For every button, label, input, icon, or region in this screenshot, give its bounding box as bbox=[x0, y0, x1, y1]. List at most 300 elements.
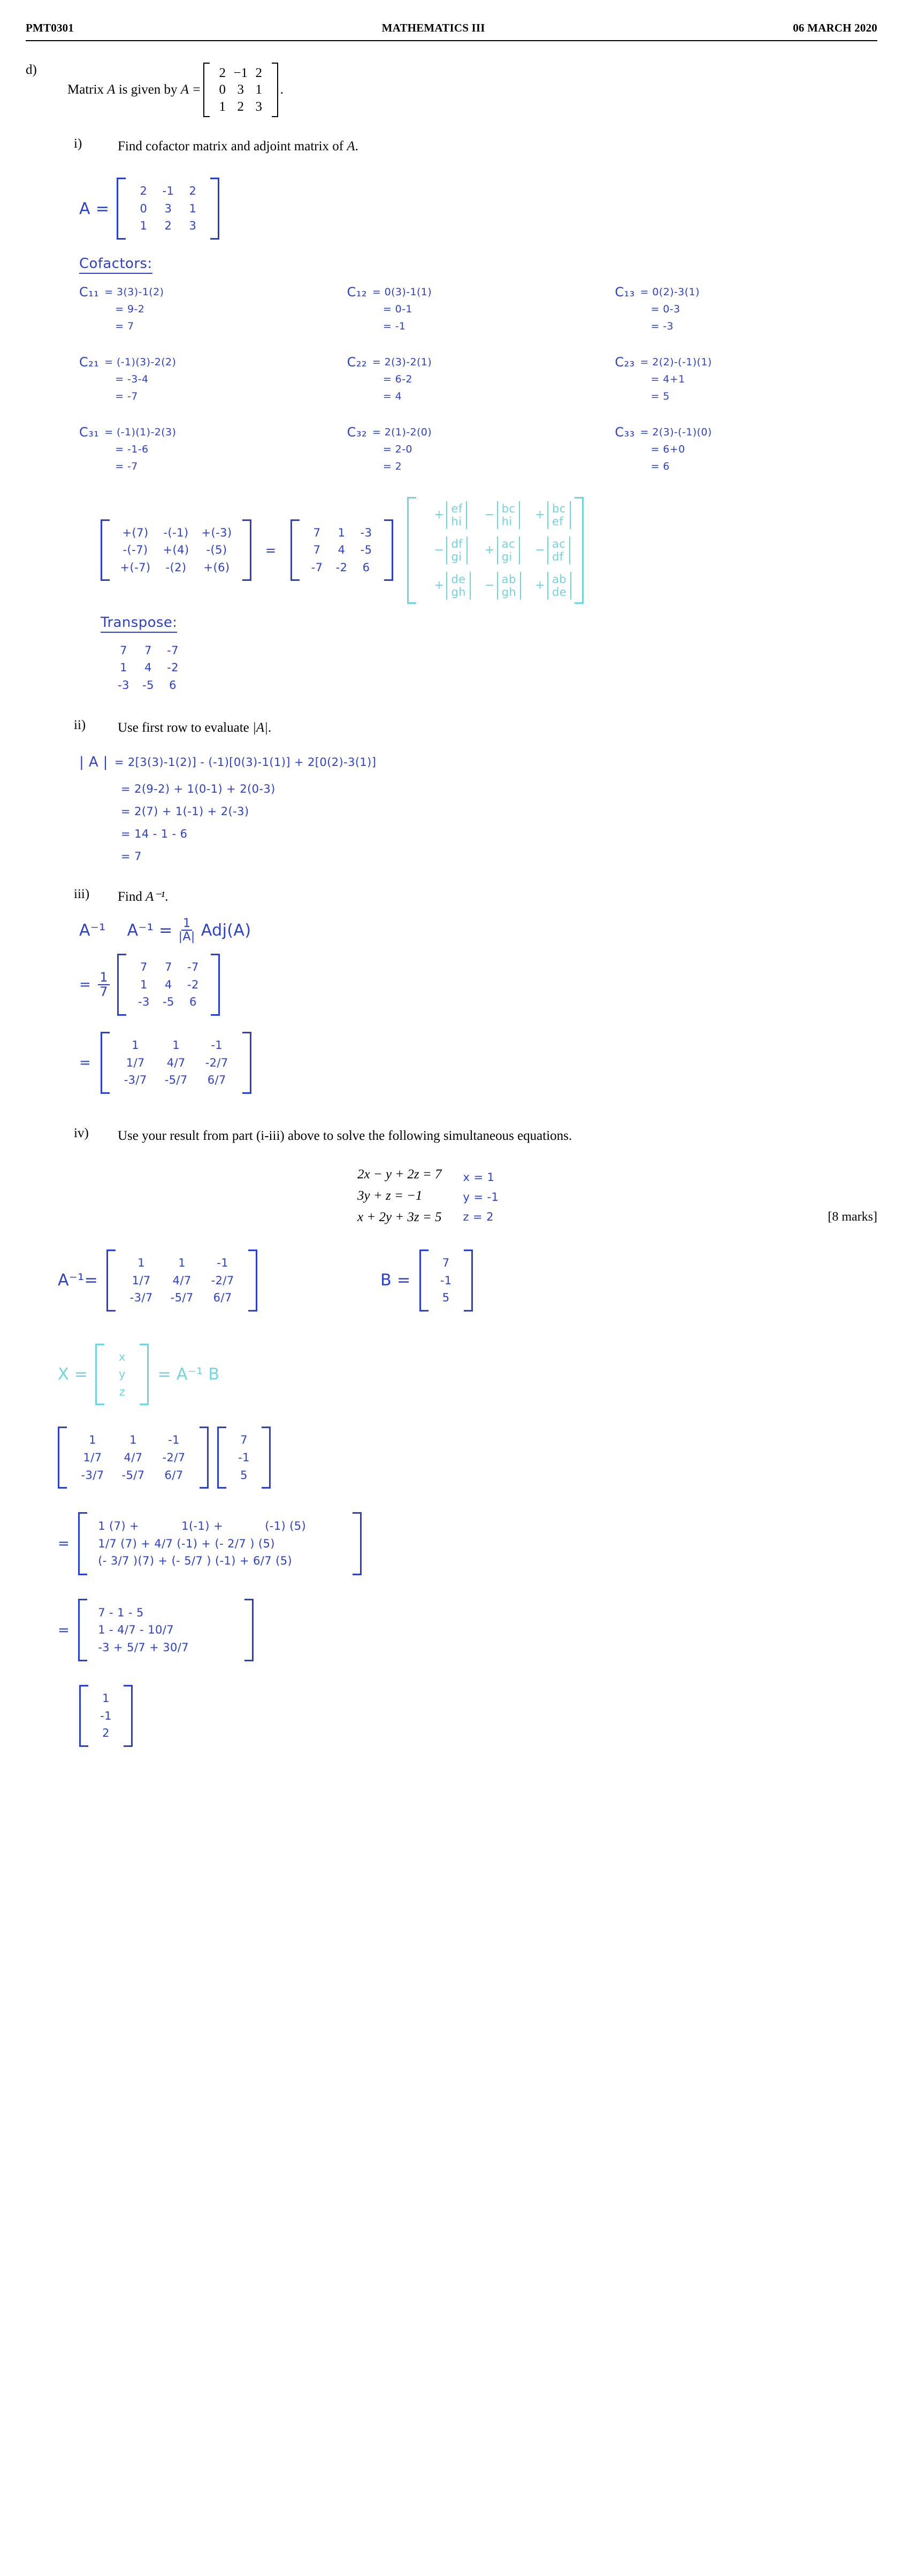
bracket-right-icon bbox=[248, 1249, 257, 1312]
cofactor-item bbox=[615, 354, 877, 405]
inverse-formula-suffix: Adj(A) bbox=[201, 921, 251, 940]
product-term: 1(-1) + bbox=[181, 1520, 223, 1533]
bracket-right-icon bbox=[244, 1599, 254, 1662]
part-i-text-var: A bbox=[347, 139, 355, 154]
fraction-numerator: 1 bbox=[98, 971, 110, 985]
bracket-left-icon bbox=[203, 63, 210, 117]
matrix-cell: 1 bbox=[255, 82, 262, 97]
bracket-left-icon bbox=[58, 1427, 67, 1489]
part-ii-label: ii) bbox=[74, 718, 86, 733]
cofactor-line: = 2 bbox=[382, 461, 402, 473]
legend-entry: b bbox=[508, 572, 516, 586]
matrix-cell: -(2) bbox=[165, 561, 187, 574]
matrix-cell: z bbox=[119, 1385, 126, 1398]
legend-entry: b bbox=[552, 502, 560, 515]
cofactor-line: = 3(3)-1(2) bbox=[104, 286, 164, 298]
matrix-cell: 6/7 bbox=[164, 1468, 183, 1482]
simultaneous-equations bbox=[357, 1164, 442, 1228]
matrix-cell: -3/7 bbox=[124, 1074, 147, 1087]
cofactor-item bbox=[615, 283, 877, 335]
cofactors-heading: Cofactors: bbox=[79, 256, 152, 274]
cofactor-name: C₁₃ bbox=[615, 284, 635, 300]
matrix-cell: -(5) bbox=[206, 543, 227, 557]
cofactor-item bbox=[347, 354, 610, 405]
legend-entry: c bbox=[508, 537, 515, 550]
cofactor-matrix-row bbox=[101, 497, 877, 604]
cofactor-line: = 0(2)-3(1) bbox=[640, 286, 700, 298]
part-i bbox=[74, 136, 877, 157]
matrix-cell: 1 bbox=[140, 978, 148, 991]
legend-entry: h bbox=[509, 585, 517, 599]
simultaneous-equations-row bbox=[26, 1164, 877, 1228]
inverse-matrix bbox=[101, 1032, 251, 1094]
matrix-cell: 0 bbox=[140, 202, 148, 215]
cofactor-line: = 6+0 bbox=[651, 443, 685, 455]
handwritten-matrix-a-block bbox=[79, 178, 877, 240]
legend-entry: f bbox=[559, 515, 564, 528]
bracket-left-icon bbox=[407, 497, 416, 604]
part-i-label: i) bbox=[74, 136, 82, 151]
legend-cell bbox=[535, 536, 571, 564]
part-ii-text-var: |A| bbox=[252, 720, 269, 735]
bracket-right-icon bbox=[384, 519, 393, 581]
bracket-right-icon bbox=[464, 1249, 473, 1312]
legend-cell bbox=[535, 572, 571, 600]
matrix-cell: 6 bbox=[189, 995, 197, 1009]
x-vector bbox=[95, 1344, 149, 1406]
equation-line: 2x − y + 2z = 7 bbox=[357, 1167, 442, 1182]
legend-entry: d bbox=[451, 572, 459, 586]
legend-sign: + bbox=[434, 508, 445, 522]
legend-entry: f bbox=[559, 550, 564, 563]
part-iv-text: Use your result from part (i-iii) above to solve the following simultaneous equations. bbox=[118, 1128, 572, 1143]
b-matrix-2 bbox=[217, 1427, 271, 1489]
legend-cell bbox=[485, 536, 521, 564]
ainv-label: A⁻¹= bbox=[58, 1271, 98, 1290]
simplified-matrix bbox=[78, 1599, 254, 1662]
bracket-right-icon bbox=[575, 497, 584, 604]
question-text-end: . bbox=[280, 82, 284, 97]
part-iv bbox=[74, 1126, 877, 1146]
matrix-cell: 4 bbox=[144, 661, 152, 674]
legend-sign: − bbox=[484, 579, 495, 593]
matrix-cell: 2 bbox=[255, 66, 262, 80]
matrix-cell: 5 bbox=[240, 1468, 248, 1482]
matrix-cell: -1 bbox=[217, 1256, 228, 1270]
matrix-cell: 1 bbox=[132, 1039, 140, 1052]
bracket-left-icon bbox=[78, 1512, 87, 1575]
solution-line: y = -1 bbox=[463, 1190, 499, 1203]
legend-entry: g bbox=[451, 550, 459, 563]
cofactor-line: = 9-2 bbox=[115, 303, 145, 316]
legend-entry: i bbox=[458, 515, 462, 528]
bracket-right-icon bbox=[200, 1427, 209, 1489]
matrix-cell: 7 bbox=[240, 1433, 248, 1447]
adjoint-matrix bbox=[117, 954, 220, 1016]
matrix-cell: -3 bbox=[118, 678, 129, 692]
x-equals-ainv-b: = A⁻¹ B bbox=[157, 1365, 220, 1384]
bracket-right-icon bbox=[262, 1427, 271, 1489]
cofactor-item bbox=[347, 424, 610, 476]
bracket-left-icon bbox=[117, 178, 126, 240]
determinant-working bbox=[79, 754, 877, 868]
bracket-right-icon bbox=[272, 63, 278, 117]
header-date: 06 MARCH 2020 bbox=[793, 21, 877, 34]
bracket-left-icon bbox=[117, 954, 126, 1016]
legend-entry: i bbox=[509, 550, 512, 563]
legend-entry: d bbox=[552, 585, 560, 599]
cofactor-name: C₁₁ bbox=[79, 284, 100, 300]
cofactor-line: = 4 bbox=[382, 390, 402, 403]
legend-cell bbox=[535, 501, 571, 529]
product-term: (- 3/7 )(7) + (- 5/7 ) (-1) + 6/7 (5) bbox=[98, 1554, 293, 1568]
bracket-right-icon bbox=[242, 519, 251, 581]
transpose-matrix bbox=[106, 637, 190, 699]
bracket-right-icon bbox=[353, 1512, 362, 1575]
bracket-right-icon bbox=[210, 178, 219, 240]
matrix-cell: 4 bbox=[164, 978, 172, 991]
page-header bbox=[26, 21, 877, 41]
cofactor-line: = -7 bbox=[115, 390, 138, 403]
handwritten-a-label: A = bbox=[79, 199, 110, 218]
exam-page bbox=[0, 21, 903, 2576]
legend-entry: e bbox=[458, 572, 466, 586]
matrix-cell: -3/7 bbox=[129, 1291, 153, 1305]
matrix-cell: -1 bbox=[238, 1451, 250, 1464]
part-i-text-pre: Find cofactor matrix and adjoint matrix of bbox=[118, 139, 347, 154]
part-i-text-end: . bbox=[355, 139, 358, 154]
matrix-cell: 2 bbox=[219, 66, 226, 80]
matrix-cell: -2/7 bbox=[205, 1056, 228, 1069]
legend-cell bbox=[434, 536, 471, 564]
cofactor-line: = (-1)(3)-2(2) bbox=[104, 356, 177, 368]
simplify-term: 7 - 1 - 5 bbox=[98, 1606, 144, 1619]
matrix-cell: 7 bbox=[120, 643, 127, 657]
cofactor-line: = 6-2 bbox=[382, 373, 412, 386]
cofactor-item bbox=[347, 283, 610, 335]
bracket-right-icon bbox=[124, 1685, 133, 1747]
header-code: PMT0301 bbox=[26, 21, 74, 34]
part-iii-text bbox=[118, 887, 168, 907]
matrix-cell: 1/7 bbox=[83, 1451, 102, 1464]
matrix-cell: -2 bbox=[335, 561, 348, 574]
legend-sign: + bbox=[535, 579, 545, 593]
bracket-left-icon bbox=[79, 1685, 88, 1747]
matrix-cell: 1 bbox=[137, 1256, 145, 1270]
part-iii-label: iii) bbox=[74, 886, 90, 901]
cofactor-line: = 5 bbox=[651, 390, 670, 403]
matrix-cell: 7 bbox=[313, 543, 321, 557]
matrix-cell: -7 bbox=[311, 561, 323, 574]
matrix-cell: -2/7 bbox=[211, 1274, 234, 1287]
bracket-left-icon bbox=[95, 1344, 104, 1406]
x-label: X = bbox=[58, 1365, 88, 1384]
solution-line: z = 2 bbox=[463, 1210, 494, 1223]
matrix-cell: 1 bbox=[140, 219, 148, 233]
printed-matrix-a bbox=[203, 63, 278, 117]
matrix-cell: +(6) bbox=[203, 561, 230, 574]
equals-sign: = bbox=[79, 1054, 91, 1071]
legend-entry: e bbox=[451, 502, 458, 515]
cofactor-name: C₂₂ bbox=[347, 354, 367, 370]
inverse-formula-prefix: A⁻¹ = bbox=[127, 921, 173, 940]
legend-entry: i bbox=[458, 550, 462, 563]
legend-entry: c bbox=[559, 502, 566, 515]
fraction-numerator: 1 bbox=[181, 917, 192, 931]
legend-sign: + bbox=[535, 508, 545, 522]
matrix-cell: -(-7) bbox=[123, 543, 148, 557]
matrix-cell: 2 bbox=[140, 185, 148, 198]
determinant-expression: = 2[3(3)-1(2)] - (-1)[0(3)-1(1)] + 2[0(2)-3(1)] bbox=[114, 755, 377, 769]
legend-entry: f bbox=[458, 537, 463, 550]
transpose-heading: Transpose: bbox=[101, 615, 177, 633]
ainv-matrix bbox=[106, 1249, 257, 1312]
inverse-label: A⁻¹ bbox=[79, 921, 106, 940]
matrix-cell: 1 bbox=[219, 99, 226, 114]
product-term: (-1) (5) bbox=[265, 1520, 307, 1533]
marks-label: [8 marks] bbox=[828, 1210, 877, 1224]
part-iii-text-end: . bbox=[165, 889, 169, 904]
product-expanded-row bbox=[58, 1512, 877, 1575]
cofactor-sign-legend bbox=[407, 497, 584, 604]
determinant-line: = 7 bbox=[121, 849, 142, 863]
bracket-right-icon bbox=[140, 1344, 149, 1406]
matrix-cell: -1 bbox=[100, 1709, 112, 1722]
legend-entry: i bbox=[509, 515, 512, 528]
question-matrix-eq: A = bbox=[180, 82, 201, 97]
cofactors-heading-wrap bbox=[79, 256, 877, 274]
matrix-cell: −1 bbox=[233, 66, 248, 80]
part-iii-text-pre: Find bbox=[118, 889, 146, 904]
matrix-cell: -1 bbox=[168, 1433, 180, 1447]
cofactor-line: = 2(3)-2(1) bbox=[372, 356, 432, 368]
matrix-cell: 6/7 bbox=[213, 1291, 232, 1305]
cofactor-line: = -3-4 bbox=[115, 373, 149, 386]
product-matrix bbox=[78, 1512, 362, 1575]
part-ii bbox=[74, 718, 877, 738]
legend-entry: a bbox=[501, 537, 509, 550]
cofactor-name: C₂₁ bbox=[79, 354, 100, 370]
determinant-line: = 2(9-2) + 1(0-1) + 2(0-3) bbox=[121, 782, 276, 795]
determinant-line-1 bbox=[79, 754, 877, 770]
equals-sign: = bbox=[58, 1535, 70, 1552]
legend-sign: − bbox=[434, 543, 445, 557]
legend-cell bbox=[485, 572, 521, 600]
matrix-cell: +(-7) bbox=[120, 561, 151, 574]
matrix-cell: 6 bbox=[169, 678, 177, 692]
ainv-b-row bbox=[58, 1249, 877, 1312]
simplified-row bbox=[58, 1599, 877, 1662]
matrix-cell: 2 bbox=[237, 99, 244, 114]
matrix-cell: 7 bbox=[313, 526, 321, 539]
cofactor-matrix bbox=[290, 519, 393, 581]
cofactor-line: = 2(1)-2(0) bbox=[372, 426, 432, 438]
matrix-cell: 3 bbox=[164, 202, 172, 215]
matrix-cell: -1 bbox=[440, 1274, 452, 1287]
determinant-title: | A | bbox=[79, 754, 108, 770]
matrix-cell: 4 bbox=[338, 543, 346, 557]
equals-sign: = bbox=[58, 1622, 70, 1638]
cofactor-line: = 4+1 bbox=[651, 373, 685, 386]
matrix-cell: 1 bbox=[89, 1433, 96, 1447]
matrix-cell: 5 bbox=[442, 1291, 450, 1305]
legend-entry: h bbox=[501, 515, 509, 528]
matrix-cell: +(7) bbox=[122, 526, 149, 539]
part-ii-text bbox=[118, 718, 271, 738]
matrix-cell: -7 bbox=[167, 643, 179, 657]
part-ii-text-end: . bbox=[268, 720, 272, 735]
bracket-left-icon bbox=[78, 1599, 87, 1662]
inverse-result-row bbox=[79, 1032, 877, 1094]
final-answer-matrix bbox=[79, 1685, 133, 1747]
matrix-cell: 7 bbox=[144, 643, 152, 657]
part-iii bbox=[74, 887, 877, 907]
determinant-line: = 14 - 1 - 6 bbox=[121, 827, 188, 840]
cofactor-item bbox=[79, 424, 342, 476]
cofactor-line: = 0(3)-1(1) bbox=[372, 286, 432, 298]
legend-entry: c bbox=[509, 502, 516, 515]
matrix-cell: -(-1) bbox=[163, 526, 189, 539]
question-statement bbox=[67, 63, 284, 117]
matrix-cell: 6/7 bbox=[207, 1074, 226, 1087]
cofactor-line: = -1 bbox=[382, 320, 406, 333]
legend-entry: d bbox=[552, 550, 560, 563]
matrix-cell: -2 bbox=[187, 978, 199, 991]
legend-cell bbox=[434, 572, 471, 600]
matrix-cell: 7 bbox=[164, 961, 172, 974]
matrix-cell: 4/7 bbox=[124, 1451, 143, 1464]
matrix-cell: -3/7 bbox=[81, 1468, 104, 1482]
legend-entry: b bbox=[559, 572, 567, 586]
legend-entry: a bbox=[552, 572, 560, 586]
bracket-right-icon bbox=[211, 954, 220, 1016]
bracket-left-icon bbox=[290, 519, 300, 581]
matrix-cell: 0 bbox=[219, 82, 226, 97]
bracket-left-icon bbox=[101, 519, 110, 581]
cofactor-line: = (-1)(1)-2(3) bbox=[104, 426, 177, 438]
simplify-term: 1 - 4/7 - 10/7 bbox=[98, 1623, 174, 1637]
matrix-cell: 7 bbox=[442, 1256, 450, 1270]
cofactor-line: = 7 bbox=[115, 320, 134, 333]
legend-entry: f bbox=[458, 502, 463, 515]
matrix-cell: -5 bbox=[360, 543, 372, 557]
page-body bbox=[26, 63, 877, 1790]
matrix-cell: 1 bbox=[189, 202, 197, 215]
fraction-denominator: 7 bbox=[100, 984, 108, 1000]
matrix-cell: 3 bbox=[255, 99, 262, 114]
matrix-cell: 1 bbox=[129, 1433, 137, 1447]
matrix-cell: 1 bbox=[172, 1039, 180, 1052]
cofactor-line: = 0-1 bbox=[382, 303, 412, 316]
final-answer-row bbox=[79, 1685, 877, 1790]
matrix-cell: 1/7 bbox=[126, 1056, 145, 1069]
bracket-left-icon bbox=[419, 1249, 428, 1312]
question-text-mid: is given by bbox=[118, 82, 178, 97]
cofactor-line: = 0-3 bbox=[651, 303, 680, 316]
legend-cell bbox=[485, 501, 521, 529]
legend-entry: h bbox=[451, 515, 459, 528]
part-i-text bbox=[118, 136, 358, 157]
matrix-cell: 2 bbox=[102, 1727, 110, 1740]
cofactor-name: C₁₂ bbox=[347, 284, 367, 300]
inverse-formula bbox=[127, 917, 251, 943]
cofactor-line: = 2(2)-(-1)(1) bbox=[640, 356, 712, 368]
legend-entry: e bbox=[552, 515, 560, 528]
matrix-cell: -5 bbox=[142, 678, 154, 692]
matrix-cell: -3 bbox=[137, 995, 150, 1009]
cofactor-item bbox=[615, 424, 877, 476]
cofactor-item bbox=[79, 283, 342, 335]
matrix-cell: 3 bbox=[237, 82, 244, 97]
b-label: B = bbox=[380, 1271, 411, 1290]
matrix-cell: -1 bbox=[211, 1039, 223, 1052]
cofactor-name: C₂₃ bbox=[615, 354, 635, 370]
legend-entry: a bbox=[501, 572, 509, 586]
cofactor-line: = -1-6 bbox=[115, 443, 149, 455]
matrix-cell: -5 bbox=[162, 995, 174, 1009]
matrix-cell: 4/7 bbox=[172, 1274, 192, 1287]
question-d bbox=[26, 63, 877, 117]
cofactors-grid bbox=[79, 283, 877, 476]
bracket-left-icon bbox=[106, 1249, 116, 1312]
product-setup-row bbox=[58, 1427, 877, 1489]
matrix-cell: +(4) bbox=[163, 543, 189, 557]
cofactor-name: C₃₁ bbox=[79, 424, 100, 440]
matrix-cell: 1 bbox=[178, 1256, 186, 1270]
matrix-cell: -1 bbox=[162, 185, 174, 198]
product-term: 1 (7) + bbox=[98, 1520, 140, 1533]
matrix-cell: 2 bbox=[164, 219, 172, 233]
handwritten-solution bbox=[463, 1166, 499, 1226]
matrix-cell: 3 bbox=[189, 219, 197, 233]
part-iii-text-var: A⁻¹ bbox=[146, 889, 165, 904]
header-subject: MATHEMATICS III bbox=[381, 21, 485, 34]
bracket-left-icon bbox=[101, 1032, 110, 1094]
matrix-cell: -7 bbox=[187, 961, 199, 974]
equals-sign: = bbox=[265, 542, 277, 558]
question-label: d) bbox=[26, 63, 37, 77]
question-matrix-name: A bbox=[107, 82, 116, 97]
matrix-cell: -2 bbox=[167, 661, 179, 674]
matrix-cell: 2 bbox=[189, 185, 197, 198]
ainv-matrix-2 bbox=[58, 1427, 209, 1489]
matrix-cell: 1 bbox=[102, 1692, 110, 1705]
legend-cell bbox=[434, 501, 471, 529]
legend-entry: b bbox=[501, 502, 509, 515]
matrix-cell: 1 bbox=[120, 661, 127, 674]
matrix-cell: 7 bbox=[140, 961, 148, 974]
cofactor-line: = 2(3)-(-1)(0) bbox=[640, 426, 712, 438]
cofactor-line: = -7 bbox=[115, 461, 138, 473]
legend-entry: a bbox=[552, 537, 560, 550]
cofactor-line: = 2-0 bbox=[382, 443, 412, 455]
equals-sign: = bbox=[79, 977, 91, 993]
matrix-cell: -5/7 bbox=[121, 1468, 145, 1482]
matrix-cell: 4/7 bbox=[166, 1056, 186, 1069]
signed-cofactor-matrix bbox=[101, 519, 251, 581]
inverse-scalar-row bbox=[79, 954, 877, 1016]
legend-entry: g bbox=[501, 550, 509, 563]
matrix-cell: 1/7 bbox=[132, 1274, 151, 1287]
legend-sign: + bbox=[484, 543, 495, 557]
question-text-pre: Matrix bbox=[67, 82, 104, 97]
cofactor-line: = -3 bbox=[651, 320, 674, 333]
legend-sign: − bbox=[535, 543, 545, 557]
bracket-left-icon bbox=[217, 1427, 226, 1489]
cofactor-name: C₃₃ bbox=[615, 424, 635, 440]
legend-entry: c bbox=[559, 537, 566, 550]
cofactor-name: C₃₂ bbox=[347, 424, 367, 440]
